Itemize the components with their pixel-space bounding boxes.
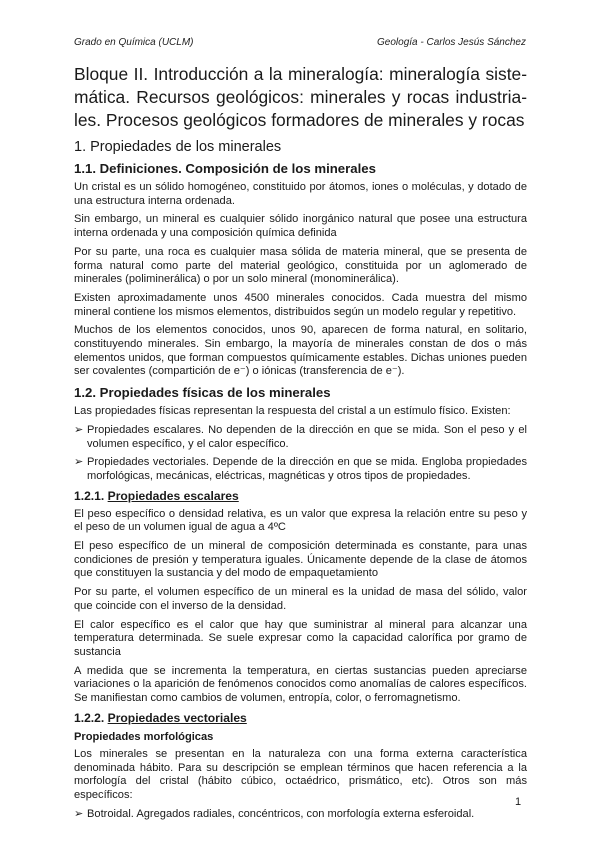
bullet-item: [74, 808, 527, 822]
bullet-text: Propiedades escalares. No dependen de la dirección en que se mida. Son el peso y el volumen específico, y el calor específico.: [87, 423, 527, 450]
arrow-bullet-icon: ➢: [74, 423, 84, 436]
bullet-item: [74, 424, 527, 451]
paragraph: Sin embargo, un mineral es cualquier sólido inorgánico natural que posee una estructura interna ordenada y una composición química definida: [74, 213, 527, 240]
paragraph: El calor específico es el calor que hay que suministrar al mineral para alcanzar una temperatura determinada. Se suele expresar como la capacidad calorífica por gramo de sustancia: [74, 618, 527, 658]
subsubsection-title: Propiedades escalares: [107, 488, 239, 503]
subsubsection-heading-1-2-2: [74, 711, 527, 726]
paragraph: A medida que se incrementa la temperatura, en ciertas sustancias pueden apreciarse variaciones o la aparición de fenómenos conocidos como anomalías de calores específicos. Se manifiestan como cambios de volumen, entropía, color, o ferromagnetismo.: [74, 664, 527, 705]
minor-heading: Propiedades morfológicas: [74, 730, 214, 743]
subsubsection-number: 1.2.1.: [74, 488, 105, 503]
page-number: 1: [515, 796, 522, 808]
paragraph: Muchos de los elementos conocidos, unos 90, aparecen de forma natural, en solitario, constituyendo minerales. Sin embargo, la mayoría de minerales constan de dos o más elementos unidos, que forman compuestos químicamente estables. Dichas uniones pueden ser covalentes (compartición de e⁻) o iónicas (transferencia de e⁻).: [74, 324, 527, 378]
subsection-heading-1-2: 1.2. Propiedades físicas de los minerales: [74, 385, 331, 401]
paragraph: Las propiedades físicas representan la respuesta del cristal a un estímulo físico. Existen:: [74, 405, 511, 418]
paragraph: El peso específico de un mineral de composición determinada es constante, para unas condiciones de presión y temperatura iguales. Únicamente depende de la clase de átomos que constituyen la sustancia y del modo de empaquetamiento: [74, 540, 527, 580]
section-heading: 1. Propiedades de los minerales: [74, 139, 282, 155]
arrow-bullet-icon: ➢: [74, 807, 84, 820]
chapter-title-line: mática. Recursos geológicos: minerales y rocas industria-: [74, 87, 527, 107]
paragraph: Los minerales se presentan en la naturaleza con una forma externa característica denominada hábito. Para su descripción se emplean términos que hacen referencia a la morfología del cristal (hábito cúbico, octaédrico, prismático, etc). Otros son más específicos:: [74, 747, 527, 801]
bullet-text: Propiedades vectoriales. Depende de la dirección en que se mida. Engloba propiedades morfológicas, mecánicas, eléctricas, magnéticas y otros tipos de propiedades.: [87, 456, 527, 482]
subsubsection-heading-1-2-1: [74, 489, 527, 504]
bullet-item: [74, 456, 527, 483]
chapter-title: [74, 63, 527, 132]
paragraph: Por su parte, el volumen específico de un mineral es la unidad de masa del sólido, valor que coincide con el inverso de la densidad.: [74, 586, 527, 612]
subsubsection-number: 1.2.2.: [74, 710, 105, 725]
chapter-title-line: les. Procesos geológicos formadores de minerales y rocas: [74, 110, 525, 130]
subsection-heading-1-1: 1.1. Definiciones. Composición de los minerales: [74, 161, 376, 176]
paragraph: Por su parte, una roca es cualquier masa sólida de materia mineral, que se presenta de forma natural como parte del material geológico, constituida por un aglomerado de minerales (poliminerálica) o por un solo mineral (monominerálica).: [74, 245, 527, 286]
arrow-bullet-icon: ➢: [74, 456, 84, 469]
header-author: Geología - Carlos Jesús Sánchez: [377, 37, 526, 48]
bullet-text: Botroidal. Agregados radiales, concéntricos, con morfología externa esferoidal.: [87, 807, 475, 820]
paragraph: Un cristal es un sólido homogéneo, constituido por átomos, iones o moléculas, y dotado de una estructura interna ordenada.: [74, 181, 527, 207]
subsubsection-title: Propiedades vectoriales: [107, 710, 247, 725]
chapter-title-line: Bloque II. Introducción a la mineralogía: mineralogía siste-: [74, 64, 527, 84]
paragraph: Existen aproximadamente unos 4500 minerales conocidos. Cada muestra del mismo mineral contiene los mismos elementos, distribuidos según un modelo regular y repetitivo.: [74, 291, 527, 318]
header-course: Grado en Química (UCLM): [74, 37, 194, 48]
paragraph: El peso específico o densidad relativa, es un valor que expresa la relación entre su peso y el peso de un volumen igual de agua a 4ºC: [74, 507, 527, 534]
page-content: [74, 63, 527, 826]
running-header: [74, 37, 526, 48]
